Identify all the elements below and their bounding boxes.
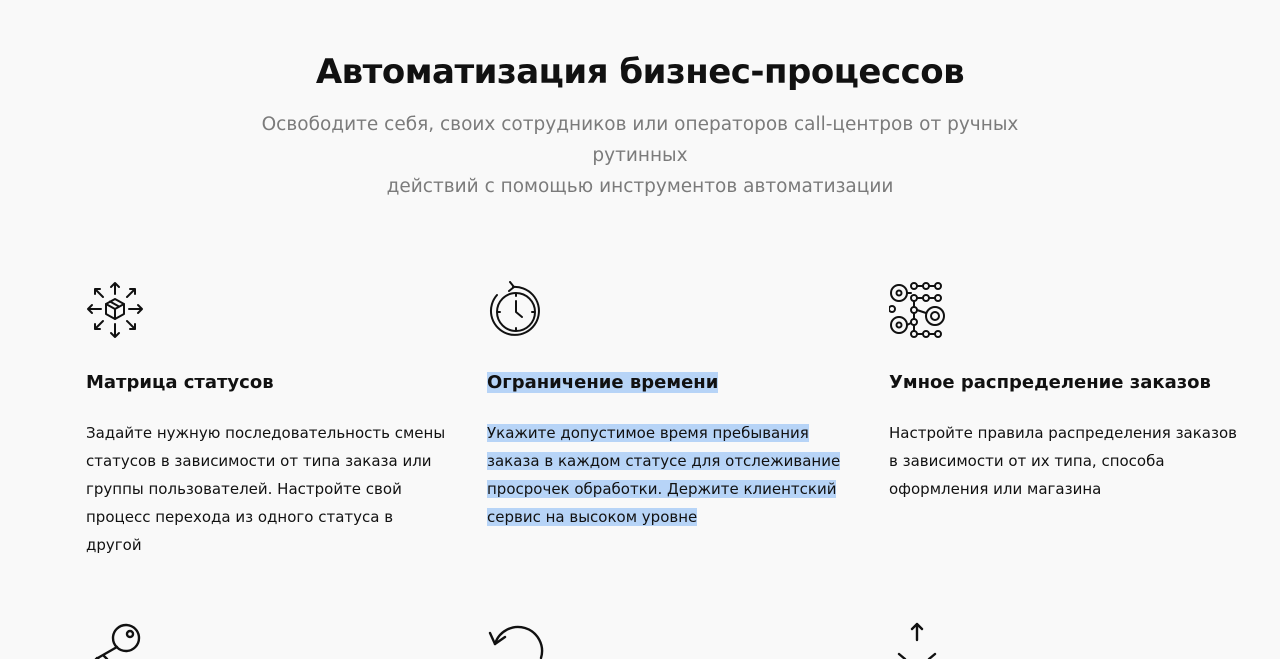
selected-text: просрочек обработки. Держите клиентский bbox=[487, 480, 837, 498]
desc-line bbox=[487, 475, 840, 503]
desc-line bbox=[487, 419, 840, 447]
desc-line bbox=[487, 503, 840, 531]
selected-text: заказа в каждом статусе для отслеживание bbox=[487, 452, 841, 470]
feature-title: Матрица статусов bbox=[86, 372, 274, 393]
feature-description bbox=[889, 419, 1237, 503]
desc-line: в зависимости от их типа, способа bbox=[889, 452, 1165, 470]
feature-description bbox=[487, 419, 840, 531]
arrows-out-icon bbox=[889, 620, 947, 659]
desc-line: Задайте нужную последовательность смены bbox=[86, 424, 446, 442]
desc-line: статусов в зависимости от типа заказа или bbox=[86, 452, 432, 470]
section-title: Автоматизация бизнес-процессов bbox=[315, 52, 965, 92]
desc-line bbox=[487, 447, 840, 475]
selected-text: сервис на высоком уровне bbox=[487, 508, 698, 526]
desc-line: оформления или магазина bbox=[889, 480, 1102, 498]
section-subtitle bbox=[220, 109, 1060, 202]
selected-title-text: Ограничение времени bbox=[487, 372, 719, 393]
feature-title: Умное распределение заказов bbox=[889, 372, 1211, 393]
feature-title bbox=[487, 369, 718, 397]
subtitle-line-2: действий с помощью инструментов автоматизации bbox=[386, 176, 894, 197]
refresh-icon bbox=[487, 620, 545, 659]
feature-description bbox=[86, 419, 445, 559]
clock-cycle-icon bbox=[487, 281, 545, 339]
key-icon bbox=[86, 620, 144, 659]
desc-line: группы пользователей. Настройте свой bbox=[86, 480, 402, 498]
subtitle-line-1: Освободите себя, своих сотрудников или операторов call-центров от ручных рутинных bbox=[261, 114, 1019, 166]
selected-text: Укажите допустимое время пребывания bbox=[487, 424, 809, 442]
desc-line: процесс перехода из одного статуса в bbox=[86, 508, 394, 526]
box-arrows-icon bbox=[86, 281, 144, 339]
distribution-dots-icon bbox=[889, 281, 947, 339]
desc-line: Настройте правила распределения заказов bbox=[889, 424, 1237, 442]
desc-line: другой bbox=[86, 536, 142, 554]
